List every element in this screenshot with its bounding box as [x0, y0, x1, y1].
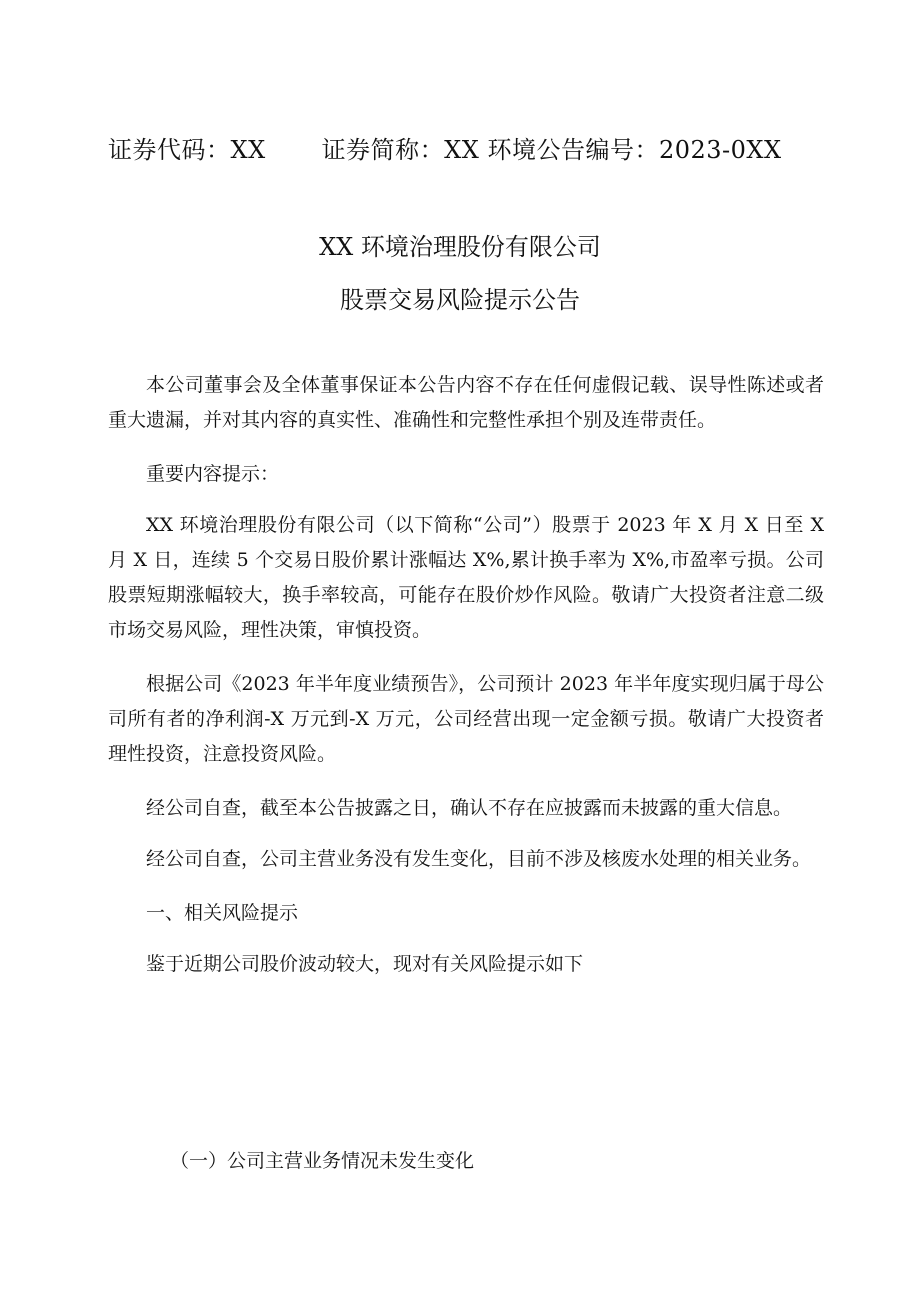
section-1-intro: 鉴于近期公司股价波动较大，现对有关风险提示如下	[146, 953, 584, 975]
self-check-paragraph-2: 经公司自查，公司主营业务没有发生变化，目前不涉及核废水处理的相关业务。	[146, 848, 812, 870]
stock-name-and-number: 证券简称：XX 环境公告编号：2023-0XX	[321, 136, 782, 164]
section-1-heading: 一、相关风险提示	[146, 902, 299, 924]
announcement-title: 股票交易风险提示公告	[340, 286, 580, 314]
subsection-1-heading: （一）公司主营业务情况未发生变化	[170, 1150, 475, 1172]
key-points-label: 重要内容提示：	[146, 463, 280, 485]
self-check-paragraph-1: 经公司自查，截至本公告披露之日，确认不存在应披露而未披露的重大信息。	[146, 797, 793, 819]
trading-risk-paragraph: XX 环境治理股份有限公司（以下简称“公司”）股票于 2023 年 X 月 X 日至 X 月 X 日，连续 5 个交易日股价累计涨幅达 X%,累计换手率为 X%,市盈率亏损。公司股票短期涨幅较大，换手率较高，可能存在股价炒作风险。敬请广大投资者注意二级市场交易风险，理性决策，审慎投资。	[108, 514, 824, 641]
company-title: XX 环境治理股份有限公司	[319, 233, 601, 261]
board-statement: 本公司董事会及全体董事保证本公告内容不存在任何虚假记载、误导性陈述或者重大遗漏，并对其内容的真实性、准确性和完整性承担个别及连带责任。	[108, 374, 824, 431]
earnings-forecast-paragraph: 根据公司《2023 年半年度业绩预告》，公司预计 2023 年半年度实现归属于母公司所有者的净利润-X 万元到-X 万元，公司经营出现一定金额亏损。敬请广大投资者理性投资，注意投资风险。	[108, 673, 824, 765]
stock-code: 证券代码：XX	[108, 136, 266, 164]
announcement-header	[108, 130, 782, 165]
announcement-body	[108, 368, 824, 1001]
